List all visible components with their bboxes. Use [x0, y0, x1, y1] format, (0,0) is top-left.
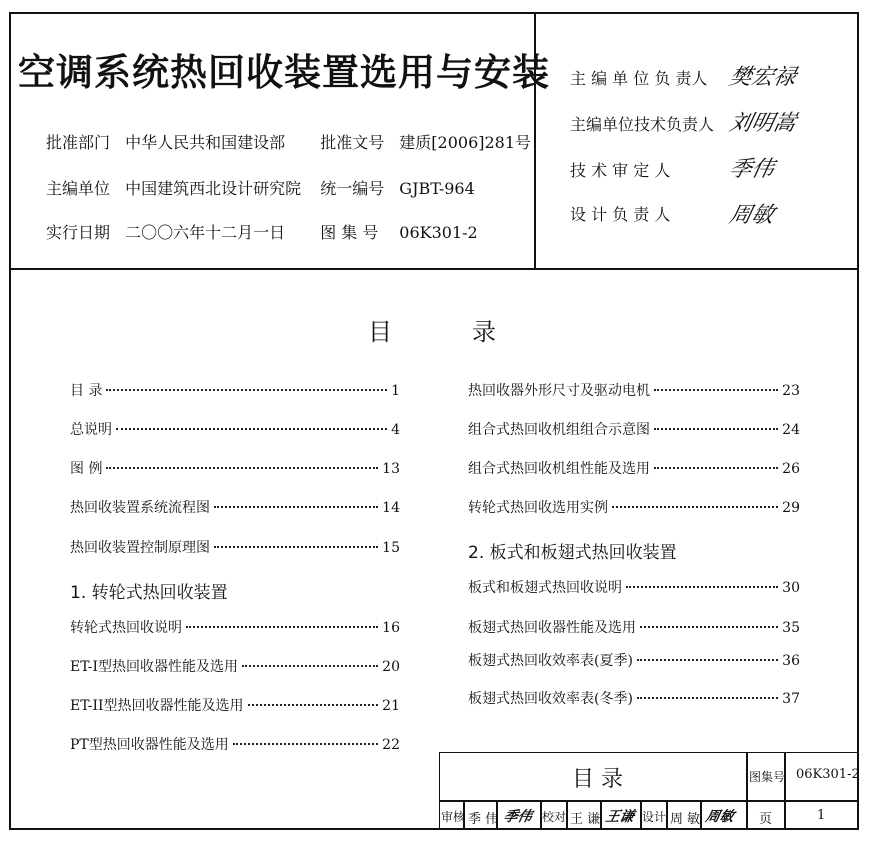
- responsible-role: 主编单位技术负责人: [570, 115, 715, 134]
- responsible-signature: 周敏: [726, 203, 777, 228]
- toc-entry[interactable]: 转轮式热回收选用实例 29: [468, 500, 800, 516]
- design-label: 设计: [642, 810, 667, 824]
- toc-entry[interactable]: 总说明 4: [70, 422, 400, 438]
- responsible-role: 设 计 负 责 人: [570, 205, 671, 224]
- atlas-number-label: 图集号: [749, 770, 786, 784]
- section-heading-rotary: 1. 转轮式热回收装置: [70, 583, 228, 603]
- section-heading-plate: 2. 板式和板翅式热回收装置: [468, 543, 677, 563]
- toc-entry[interactable]: PT型热回收器性能及选用 22: [70, 737, 400, 753]
- responsible-signature: 季伟: [726, 157, 777, 182]
- page-number: 1: [817, 808, 826, 823]
- toc-title-char-1: 目: [368, 318, 392, 346]
- title-block-divider: [784, 752, 786, 830]
- toc-entry[interactable]: 热回收装置控制原理图 15: [70, 540, 400, 556]
- title-block-divider: [566, 800, 568, 830]
- designer-name: 周 敏: [670, 812, 701, 827]
- responsible-role: 技 术 审 定 人: [570, 161, 671, 180]
- toc-entry[interactable]: 热回收器外形尺寸及驱动电机 23: [468, 383, 800, 399]
- checker-name: 王 谦: [570, 812, 601, 827]
- toc-entry[interactable]: 板翅式热回收器性能及选用 35: [468, 620, 800, 636]
- responsible-role: 主 编 单 位 负 责人: [570, 69, 708, 88]
- title-block-divider: [666, 800, 668, 830]
- toc-entry[interactable]: 热回收装置系统流程图 14: [70, 500, 400, 516]
- title-block-divider: [746, 752, 748, 830]
- designer-signature: 周敏: [704, 809, 736, 825]
- toc-entry[interactable]: ET-II型热回收器性能及选用 21: [70, 698, 400, 714]
- responsible-signature: 刘明嵩: [726, 111, 799, 136]
- review-label: 审核: [441, 810, 466, 824]
- toc-entry[interactable]: 板翅式热回收效率表(冬季) 37: [468, 691, 800, 707]
- info-row-approval: 批准部门 中华人民共和国建设部 批准文号 建质[2006]281号: [46, 133, 532, 152]
- toc-entry[interactable]: 板翅式热回收效率表(夏季) 36: [468, 653, 800, 669]
- toc-entry[interactable]: 组合式热回收机组组合示意图 24: [468, 422, 800, 438]
- title-block-divider: [700, 800, 702, 830]
- toc-entry[interactable]: 组合式热回收机组性能及选用 26: [468, 461, 800, 477]
- toc-entry[interactable]: 转轮式热回收说明 16: [70, 620, 400, 636]
- checker-signature: 王谦: [604, 809, 636, 825]
- title-block-divider: [439, 800, 859, 802]
- title-block-divider: [600, 800, 602, 830]
- info-row-editor: 主编单位 中国建筑西北设计研究院 统一编号 GJBT-964: [46, 179, 475, 198]
- reviewer-name: 季 伟: [468, 812, 499, 827]
- toc-entry[interactable]: 板式和板翅式热回收说明 30: [468, 580, 800, 596]
- title-block-title: 目 录: [572, 767, 623, 792]
- check-label: 校对: [542, 810, 567, 824]
- reviewer-signature: 季伟: [502, 809, 534, 825]
- toc-entry[interactable]: 目 录 1: [70, 383, 400, 399]
- toc-title-char-2: 录: [472, 318, 496, 346]
- responsible-signature: 樊宏禄: [726, 65, 799, 90]
- atlas-title: 空调系统热回收装置选用与安装: [18, 51, 550, 94]
- toc-entry[interactable]: 图 例 13: [70, 461, 400, 477]
- toc-entry[interactable]: ET-I型热回收器性能及选用 20: [70, 659, 400, 675]
- header-divider: [9, 268, 859, 270]
- info-row-date: 实行日期 二〇〇六年十二月一日 图 集 号 06K301-2: [46, 223, 478, 242]
- atlas-number: 06K301-2: [796, 767, 860, 782]
- page-label: 页: [759, 812, 773, 827]
